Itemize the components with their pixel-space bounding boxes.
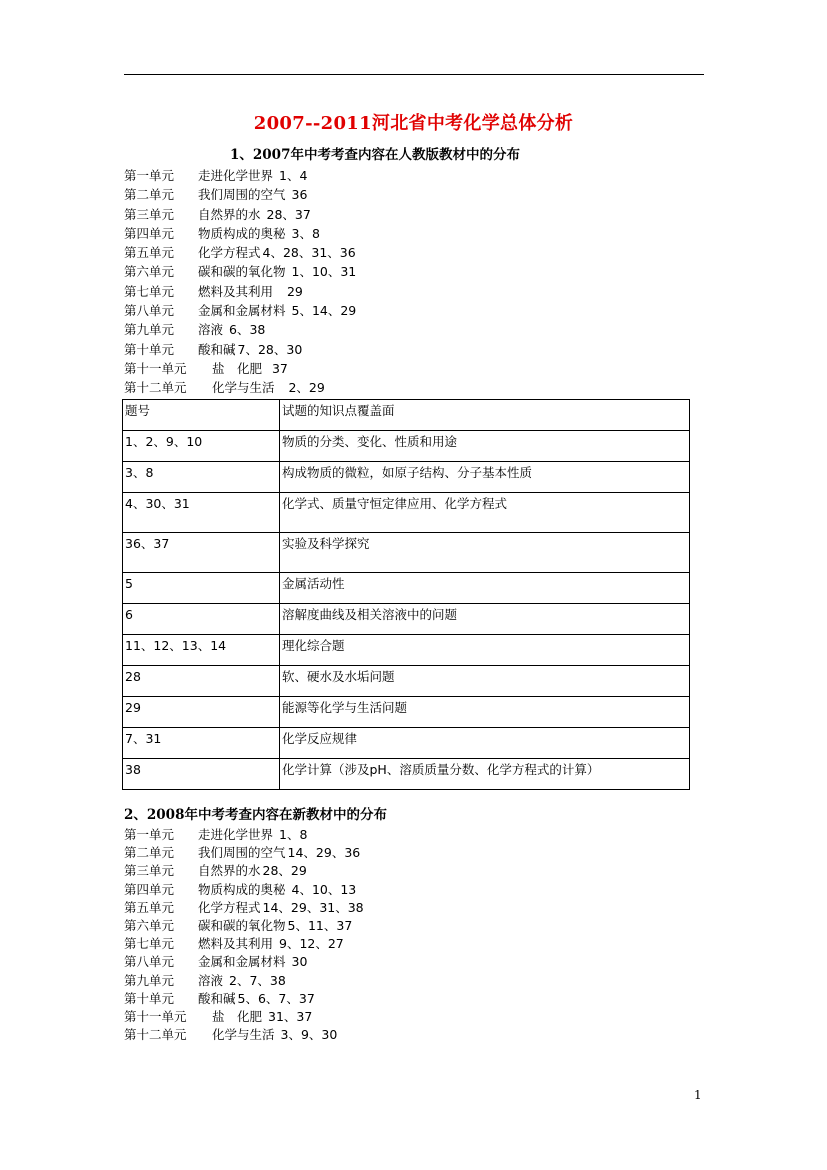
- unit-row: [124, 262, 356, 281]
- unit-row: [124, 282, 356, 301]
- unit-question-numbers: 1、8: [279, 827, 308, 842]
- unit-row: [124, 205, 356, 224]
- unit-name: 第十一单元: [124, 1008, 187, 1024]
- unit-row: [124, 224, 356, 243]
- unit-name: 第四单元: [124, 225, 175, 241]
- unit-row: [124, 917, 364, 935]
- cell-knowledge: 溶解度曲线及相关溶液中的问题: [280, 604, 690, 635]
- unit-row: [124, 972, 364, 990]
- unit-name: 第七单元: [124, 283, 175, 299]
- cell-question-numbers: 11、12、13、14: [123, 635, 280, 666]
- unit-topic: 走进化学世界: [198, 827, 274, 842]
- page-number: 1: [694, 1088, 702, 1102]
- unit-topic: 碳和碳的氧化物: [198, 917, 286, 933]
- table-row: [123, 573, 690, 604]
- cell-knowledge: 化学计算（涉及pH、溶质质量分数、化学方程式的计算）: [280, 759, 690, 790]
- table-row: [123, 431, 690, 462]
- unit-topic: 燃料及其利用: [198, 283, 274, 299]
- unit-topic: 化学方程式: [198, 245, 261, 261]
- unit-name: 第五单元: [124, 245, 175, 261]
- unit-question-numbers: 28、29: [262, 863, 307, 879]
- unit-question-numbers: 6、38: [229, 322, 266, 338]
- cell-question-numbers: 3、8: [123, 462, 280, 493]
- unit-topic: 化学与生活: [212, 380, 275, 396]
- unit-topic: 酸和碱: [198, 990, 236, 1006]
- table-row: [123, 728, 690, 759]
- unit-topic: 燃料及其利用: [198, 936, 274, 952]
- unit-topic: 碳和碳的氧化物: [198, 264, 286, 280]
- unit-name: 第七单元: [124, 936, 175, 952]
- unit-row: [124, 844, 364, 862]
- table-row: [123, 635, 690, 666]
- unit-question-numbers: 28、37: [266, 206, 311, 222]
- unit-topic: 溶液: [198, 322, 224, 338]
- table-row: [123, 533, 690, 573]
- unit-name: 第八单元: [124, 954, 175, 970]
- table-row: [123, 462, 690, 493]
- cell-question-numbers: 7、31: [123, 728, 280, 759]
- table-header-row: [123, 400, 690, 431]
- unit-row: [124, 935, 364, 953]
- unit-row: [124, 301, 356, 320]
- unit-question-numbers: 3、8: [291, 225, 320, 241]
- unit-row: [124, 378, 356, 397]
- unit-row: [124, 243, 356, 262]
- unit-name: 第十单元: [124, 990, 175, 1006]
- cell-knowledge: 能源等化学与生活问题: [280, 697, 690, 728]
- unit-question-numbers: 36: [291, 187, 308, 203]
- unit-name: 第十单元: [124, 341, 175, 357]
- section-1-unit-list: [124, 166, 356, 398]
- unit-topic: 化学与生活: [212, 1027, 275, 1043]
- unit-question-numbers: 30: [291, 954, 308, 970]
- cell-question-numbers: 4、30、31: [123, 493, 280, 533]
- unit-row: [124, 166, 356, 185]
- unit-row: [124, 1026, 364, 1044]
- cell-question-numbers: 36、37: [123, 533, 280, 573]
- table-row: [123, 666, 690, 697]
- cell-knowledge: 物质的分类、变化、性质和用途: [280, 431, 690, 462]
- cell-question-numbers: 6: [123, 604, 280, 635]
- unit-row: [124, 881, 364, 899]
- unit-name: 第二单元: [124, 187, 175, 203]
- document-title: 2007--2011河北省中考化学总体分析: [253, 113, 574, 134]
- unit-name: 第二单元: [124, 845, 175, 861]
- table-row: [123, 493, 690, 533]
- unit-topic: 酸和碱: [198, 341, 236, 357]
- unit-question-numbers: 14、29、31、38: [262, 899, 364, 915]
- unit-row: [124, 899, 364, 917]
- unit-topic: 化学方程式: [198, 899, 261, 915]
- cell-question-numbers: 28: [123, 666, 280, 697]
- unit-name: 第六单元: [124, 917, 175, 933]
- unit-name: 第九单元: [124, 972, 175, 988]
- unit-name: 第一单元: [124, 827, 175, 842]
- unit-question-numbers: 2、29: [288, 380, 325, 396]
- unit-question-numbers: 14、29、36: [287, 845, 361, 861]
- unit-question-numbers: 4、28、31、36: [262, 245, 356, 261]
- unit-name: 第六单元: [124, 264, 175, 280]
- unit-row: [124, 359, 356, 378]
- table-row: [123, 697, 690, 728]
- unit-topic: 溶液: [198, 972, 224, 988]
- unit-question-numbers: 5、11、37: [287, 917, 353, 933]
- header-knowledge-coverage: 试题的知识点覆盖面: [280, 400, 690, 431]
- unit-name: 第十二单元: [124, 1027, 187, 1043]
- unit-name: 第三单元: [124, 206, 175, 222]
- unit-row: [124, 862, 364, 880]
- cell-question-numbers: 1、2、9、10: [123, 431, 280, 462]
- unit-row: [124, 185, 356, 204]
- unit-topic: 物质构成的奥秘: [198, 225, 286, 241]
- unit-question-numbers: 5、6、7、37: [237, 990, 315, 1006]
- unit-question-numbers: 4、10、13: [291, 881, 357, 897]
- cell-question-numbers: 38: [123, 759, 280, 790]
- unit-question-numbers: 5、14、29: [291, 303, 357, 319]
- unit-question-numbers: 9、12、27: [279, 936, 344, 952]
- unit-question-numbers: 29: [286, 283, 303, 299]
- question-topic-table: [122, 399, 690, 790]
- cell-knowledge: 化学式、质量守恒定律应用、化学方程式: [280, 493, 690, 533]
- unit-topic: 盐 化肥: [212, 1008, 263, 1024]
- cell-question-numbers: 29: [123, 697, 280, 728]
- unit-topic: 走进化学世界: [198, 168, 274, 183]
- unit-question-numbers: 7、28、30: [237, 341, 303, 357]
- unit-topic: 金属和金属材料: [198, 954, 286, 970]
- unit-name: 第十二单元: [124, 380, 187, 396]
- unit-name: 第三单元: [124, 863, 175, 879]
- unit-row: [124, 1008, 364, 1026]
- section-2-unit-list: [124, 826, 364, 1044]
- unit-topic: 自然界的水: [198, 206, 261, 222]
- unit-name: 第四单元: [124, 881, 175, 897]
- table-row: [123, 604, 690, 635]
- unit-question-numbers: 2、7、38: [229, 972, 286, 988]
- unit-name: 第十一单元: [124, 360, 187, 376]
- unit-topic: 我们周围的空气: [198, 187, 286, 203]
- section-1-heading: 1、2007年中考考查内容在人教版教材中的分布: [230, 147, 520, 163]
- unit-name: 第一单元: [124, 168, 175, 183]
- unit-question-numbers: 1、10、31: [291, 264, 357, 280]
- cell-knowledge: 化学反应规律: [280, 728, 690, 759]
- unit-question-numbers: 31、37: [268, 1008, 313, 1024]
- header-question-number: 题号: [123, 400, 280, 431]
- unit-topic: 物质构成的奥秘: [198, 881, 286, 897]
- cell-knowledge: 金属活动性: [280, 573, 690, 604]
- unit-question-numbers: 1、4: [279, 168, 308, 183]
- unit-name: 第八单元: [124, 303, 175, 319]
- unit-name: 第九单元: [124, 322, 175, 338]
- cell-knowledge: 理化综合题: [280, 635, 690, 666]
- unit-row: [124, 320, 356, 339]
- cell-knowledge: 构成物质的微粒，如原子结构、分子基本性质: [280, 462, 690, 493]
- unit-topic: 自然界的水: [198, 863, 261, 879]
- unit-row: [124, 990, 364, 1008]
- unit-topic: 金属和金属材料: [198, 303, 286, 319]
- cell-knowledge: 软、硬水及水垢问题: [280, 666, 690, 697]
- unit-question-numbers: 3、9、30: [280, 1027, 338, 1043]
- table-row: [123, 759, 690, 790]
- unit-row: [124, 826, 364, 844]
- unit-row: [124, 953, 364, 971]
- unit-name: 第五单元: [124, 899, 175, 915]
- unit-row: [124, 340, 356, 359]
- cell-knowledge: 实验及科学探究: [280, 533, 690, 573]
- unit-topic: 盐 化肥: [212, 360, 263, 376]
- unit-topic: 我们周围的空气: [198, 845, 286, 861]
- unit-question-numbers: 37: [271, 360, 288, 376]
- section-2-heading: 2、2008年中考考查内容在新教材中的分布: [124, 807, 387, 823]
- header-rule: [124, 74, 704, 75]
- cell-question-numbers: 5: [123, 573, 280, 604]
